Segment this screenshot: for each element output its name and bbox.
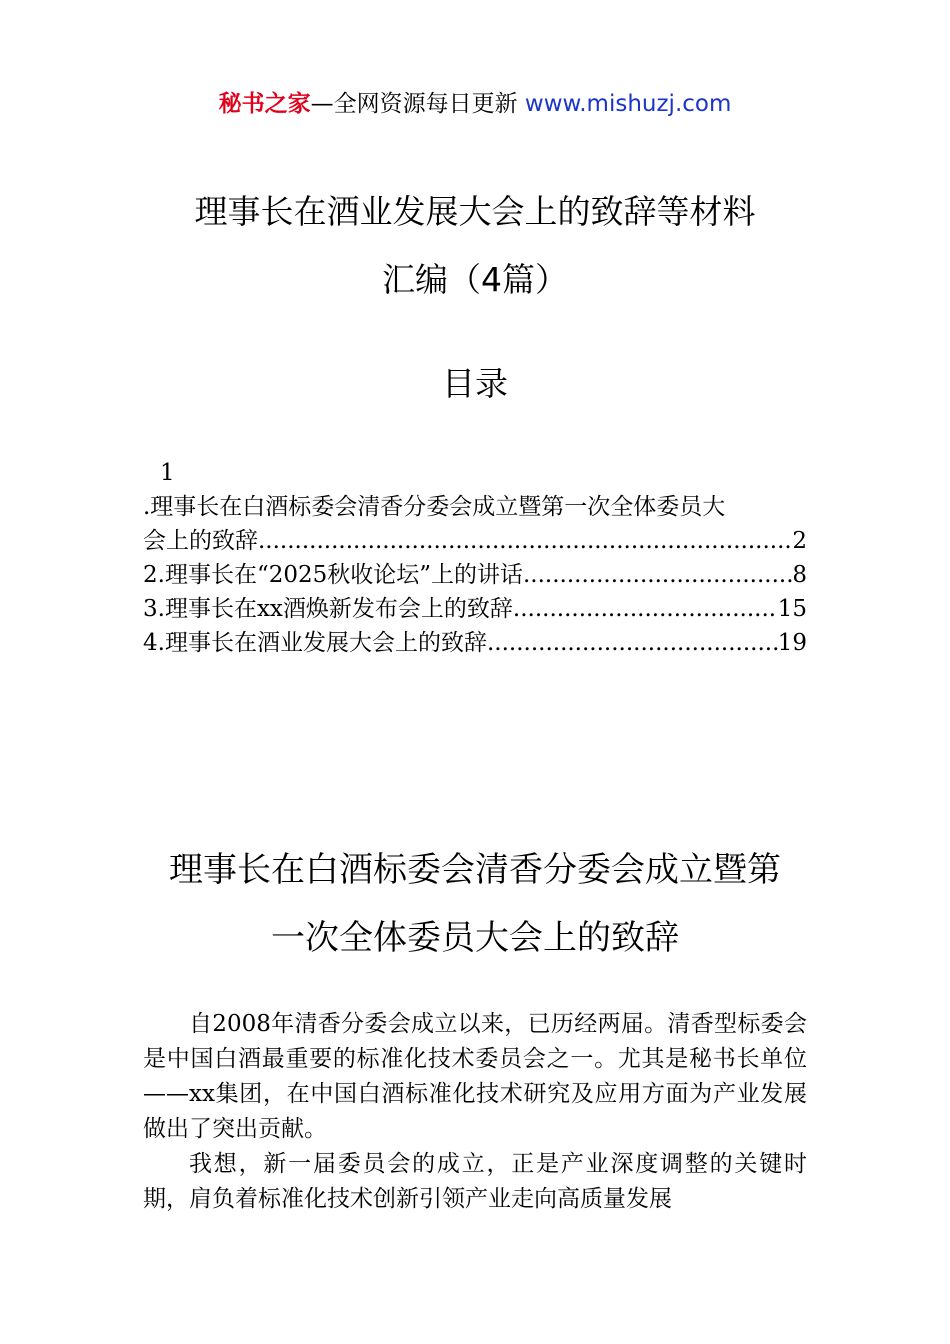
document-title-line2: 汇编（4篇） — [382, 260, 568, 299]
site-url-link[interactable]: www.mishuzj.com — [524, 91, 732, 117]
table-of-contents — [143, 456, 807, 660]
toc-item-1-label-line1[interactable]: .理事长在白酒标委会清香分委会成立暨第一次全体委员大 — [143, 494, 726, 520]
header-slogan: —全网资源每日更新 — [310, 91, 525, 117]
toc-leader-dots — [487, 626, 778, 660]
toc-item-3[interactable] — [143, 592, 807, 626]
toc-leader-dots — [258, 524, 792, 558]
toc-item-2[interactable] — [143, 558, 807, 592]
site-header — [0, 88, 950, 120]
document-title-line1: 理事长在酒业发展大会上的致辞等材料 — [194, 192, 756, 231]
toc-heading: 目录 — [442, 364, 508, 403]
toc-item-label: 4.理事长在酒业发展大会上的致辞 — [143, 630, 487, 656]
toc-item-label: 会上的致辞 — [143, 528, 258, 554]
toc-page-number: 8 — [792, 562, 807, 588]
toc-item-label: 2.理事长在“2025秋收论坛”上的讲话 — [143, 562, 523, 588]
toc-page-number: 19 — [777, 630, 807, 656]
section-title-line2: 一次全体委员大会上的致辞 — [271, 918, 679, 958]
toc-item-4[interactable] — [143, 626, 807, 660]
body-paragraph: 自2008年清香分委会成立以来，已历经两届。清香型标委会是中国白酒最重要的标准化技术委员会之一。尤其是秘书长单位——xx集团，在中国白酒标准化技术研究及应用方面为产业发展做出了突出贡献。 — [143, 1011, 807, 1142]
body-paragraph: 我想，新一届委员会的成立，正是产业深度调整的关键时期，肩负着标准化技术创新引领产业走向高质量发展 — [143, 1151, 807, 1212]
toc-item-1-number: 1 — [160, 460, 175, 486]
toc-item-label: 3.理事长在xx酒焕新发布会上的致辞 — [143, 596, 513, 622]
toc-page-number: 15 — [777, 596, 807, 622]
toc-leader-dots — [513, 592, 778, 626]
toc-item-1[interactable] — [143, 524, 807, 558]
brand-name: 秘书之家 — [218, 91, 311, 117]
toc-leader-dots — [523, 558, 792, 592]
section-title-line1: 理事长在白酒标委会清香分委会成立暨第 — [169, 850, 781, 890]
section-body — [143, 1007, 807, 1217]
toc-page-number: 2 — [792, 528, 807, 554]
